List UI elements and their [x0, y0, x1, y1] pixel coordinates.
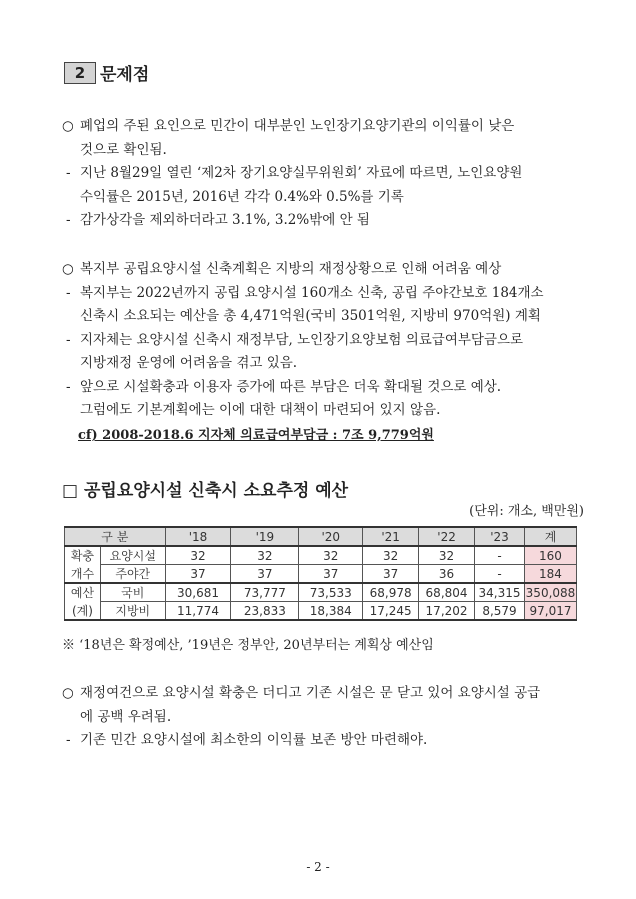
- table-cell: 73,777: [231, 583, 299, 602]
- table-row: [65, 602, 577, 621]
- table-cell: 32: [363, 546, 419, 565]
- table-header-row: [65, 527, 577, 546]
- text-line: 앞으로 시설확충과 이용자 증가에 따른 부담은 더욱 확대될 것으로 예상.: [80, 378, 502, 395]
- table-cell: 37: [363, 565, 419, 584]
- table-cell: 68,978: [363, 583, 419, 602]
- group-label: 개수: [65, 565, 101, 584]
- table-cell: 11,774: [165, 602, 231, 621]
- table-row: [65, 565, 577, 584]
- row-label: 지방비: [100, 602, 165, 621]
- circle-bullet-icon: ○: [62, 118, 74, 134]
- text-line: 감가상각을 제외하더라고 3.1%, 3.2%밖에 안 됨: [80, 212, 370, 228]
- dash-bullet: -: [66, 284, 71, 301]
- table-cell: 32: [231, 546, 299, 565]
- text-line: 신축시 소요되는 예산을 총 4,471억원(국비 3501억원, 지방비 970억원) 계획: [80, 308, 541, 324]
- table-cell: 32: [165, 546, 231, 565]
- budget-table: [64, 526, 577, 621]
- table-row: [65, 583, 577, 602]
- table-cell: 34,315: [475, 583, 525, 602]
- table-cell: 17,245: [363, 602, 419, 621]
- section-number: 2: [64, 62, 96, 84]
- table-cell: 32: [299, 546, 363, 565]
- row-label: 요양시설: [100, 546, 165, 565]
- table-cell: 73,533: [299, 583, 363, 602]
- table-cell: -: [475, 546, 525, 565]
- header-year: '21: [363, 527, 419, 546]
- table-cell: 36: [419, 565, 475, 584]
- group-label: 확충: [65, 546, 101, 565]
- dash-bullet: -: [66, 212, 71, 228]
- text-line: 지난 8월29일 열린 ‘제2차 장기요양실무위원회’ 자료에 따르면, 노인요양원: [80, 165, 523, 181]
- table-cell: 17,202: [419, 602, 475, 621]
- circle-bullet-icon: ○: [62, 685, 74, 701]
- table-cell: 30,681: [165, 583, 231, 602]
- group-label: (계): [65, 602, 101, 621]
- row-label: 주야간: [100, 565, 165, 584]
- text-line: 폐업의 주된 요인으로 민간이 대부분인 노인장기요양기관의 이익률이 낮은: [80, 118, 515, 134]
- text-line: 기존 민간 요양시설에 최소한의 이익률 보존 방안 마련해야.: [80, 732, 428, 748]
- total-cell: 184: [524, 565, 576, 584]
- table-cell: 68,804: [419, 583, 475, 602]
- section-title: 문제점: [100, 65, 150, 85]
- cf-note: cf) 2008-2018.6 지자체 의료급여부담금 : 7조 9,779억원: [78, 428, 434, 443]
- text-line: 그럼에도 기본계획에는 이에 대한 대책이 마련되어 있지 않음.: [80, 402, 441, 418]
- text-line: 재정여건으로 요양시설 확충은 더디고 기존 시설은 문 닫고 있어 요양시설 공급: [80, 685, 541, 701]
- table-footnote: ※ ‘18년은 확정예산, ’19년은 정부안, 20년부터는 계획상 예산임: [62, 638, 434, 653]
- table-cell: 18,384: [299, 602, 363, 621]
- circle-bullet-icon: ○: [62, 261, 74, 277]
- row-label: 국비: [100, 583, 165, 602]
- dash-bullet: -: [66, 331, 71, 348]
- header-year: '20: [299, 527, 363, 546]
- header-year: '18: [165, 527, 231, 546]
- header-year: '19: [231, 527, 299, 546]
- dash-bullet: -: [66, 378, 71, 395]
- table-heading: □ 공립요양시설 신축시 소요추정 예산: [62, 481, 349, 501]
- table-cell: 37: [165, 565, 231, 584]
- text-line: 수익률은 2015년, 2016년 각각 0.4%와 0.5%를 기록: [80, 188, 404, 205]
- text-line: 지자체는 요양시설 신축시 재정부담, 노인장기요양보험 의료급여부담금으로: [80, 331, 524, 348]
- total-cell: 97,017: [524, 602, 576, 621]
- table-cell: -: [475, 565, 525, 584]
- header-category: 구 분: [65, 527, 166, 546]
- table-cell: 37: [299, 565, 363, 584]
- table-cell: 8,579: [475, 602, 525, 621]
- header-year: '22: [419, 527, 475, 546]
- text-line: 복지부는 2022년까지 공립 요양시설 160개소 신축, 공립 주야간보호 184개소: [80, 284, 544, 301]
- table-cell: 37: [231, 565, 299, 584]
- dash-bullet: -: [66, 165, 71, 181]
- text-line: 복지부 공립요양시설 신축계획은 지방의 재정상황으로 인해 어려움 예상: [80, 261, 502, 277]
- text-line: 것으로 확인됨.: [80, 141, 167, 158]
- dash-bullet: -: [66, 732, 71, 748]
- text-line: 지방재정 운영에 어려움을 겪고 있음.: [80, 355, 298, 371]
- total-cell: 160: [524, 546, 576, 565]
- table-cell: 32: [419, 546, 475, 565]
- page-number: - 2 -: [306, 860, 330, 874]
- text-line: 에 공백 우려됨.: [80, 708, 172, 725]
- header-total: 계: [524, 527, 576, 546]
- table-cell: 23,833: [231, 602, 299, 621]
- table-unit: (단위: 개소, 백만원): [469, 504, 584, 519]
- table-row: [65, 546, 577, 565]
- total-cell: 350,088: [524, 583, 576, 602]
- header-year: '23: [475, 527, 525, 546]
- group-label: 예산: [65, 583, 101, 602]
